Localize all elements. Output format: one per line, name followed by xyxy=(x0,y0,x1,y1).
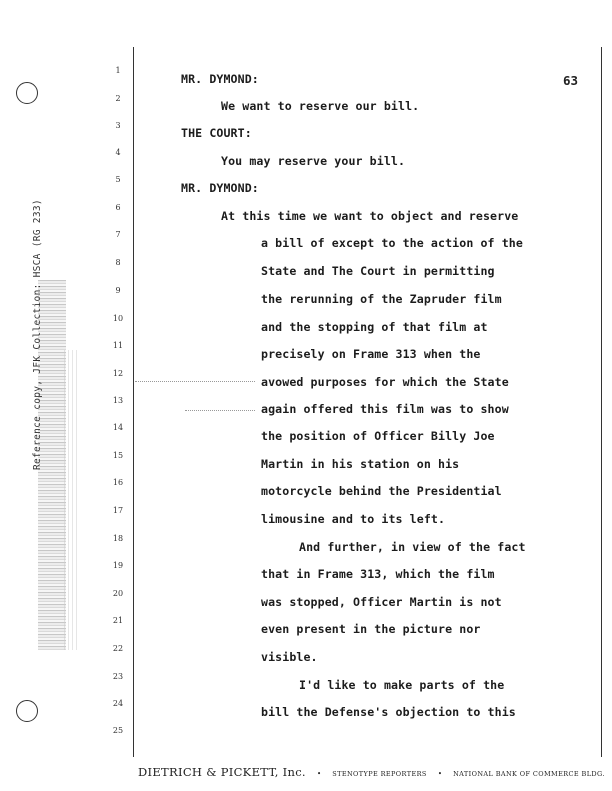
line-number: 13 xyxy=(112,396,124,405)
transcript-line: MR. DYMOND: xyxy=(181,72,259,86)
line-number: 7 xyxy=(115,230,121,239)
line-number: 14 xyxy=(112,423,124,432)
transcript-line: motorcycle behind the Presidential xyxy=(261,484,502,498)
line-number: 10 xyxy=(112,314,124,323)
line-number: 9 xyxy=(115,286,121,295)
line-number: 21 xyxy=(112,616,124,625)
footer-firm: DIETRICH & PICKETT, Inc. xyxy=(138,765,306,779)
line-number: 5 xyxy=(115,175,121,184)
line-number: 4 xyxy=(115,148,121,157)
line-number: 12 xyxy=(112,369,124,378)
transcript-line: visible. xyxy=(261,650,318,664)
transcript-line: precisely on Frame 313 when the xyxy=(261,347,481,361)
line-number: 6 xyxy=(115,203,121,212)
transcript-line: was stopped, Officer Martin is not xyxy=(261,595,502,609)
transcript-line: again offered this film was to show xyxy=(261,402,509,416)
transcript-line: I'd like to make parts of the xyxy=(299,678,505,692)
transcript-line: At this time we want to object and reserve xyxy=(221,209,519,223)
scan-artifact-noise xyxy=(64,350,80,650)
line-number: 25 xyxy=(112,726,124,735)
transcript-line: We want to reserve our bill. xyxy=(221,99,420,113)
line-number: 19 xyxy=(112,561,124,570)
line-number: 2 xyxy=(115,94,121,103)
punch-hole-bottom xyxy=(16,700,38,722)
transcript-line: And further, in view of the fact xyxy=(299,540,526,554)
line-number: 20 xyxy=(112,589,124,598)
transcript-line: bill the Defense's objection to this xyxy=(261,705,516,719)
transcript-line: even present in the picture nor xyxy=(261,622,481,636)
footer-separator: • xyxy=(437,770,442,778)
transcript-line: Martin in his station on his xyxy=(261,457,460,471)
transcript-line: State and The Court in permitting xyxy=(261,264,495,278)
line-number: 16 xyxy=(112,478,124,487)
punch-hole-top xyxy=(16,82,38,104)
transcript-line: MR. DYMOND: xyxy=(181,181,259,195)
reporter-footer xyxy=(138,761,605,780)
line-number: 22 xyxy=(112,644,124,653)
archive-reference-stamp: Reference copy, JFK Collection: HSCA (RG 233) xyxy=(32,199,43,470)
line-number: 18 xyxy=(112,534,124,543)
footer-separator: • xyxy=(317,770,322,778)
line-number: 8 xyxy=(115,258,121,267)
line-number: 11 xyxy=(112,341,124,350)
transcript-line: that in Frame 313, which the film xyxy=(261,567,495,581)
transcript-line: limousine and to its left. xyxy=(261,512,446,526)
line-number: 15 xyxy=(112,451,124,460)
transcript-line: the position of Officer Billy Joe xyxy=(261,429,495,443)
scan-smudge xyxy=(135,381,255,383)
transcript-line: You may reserve your bill. xyxy=(221,154,406,168)
transcript-line: THE COURT: xyxy=(181,126,252,140)
line-number: 23 xyxy=(112,672,124,681)
line-number: 1 xyxy=(115,66,121,75)
line-number: 24 xyxy=(112,699,124,708)
footer-address: NATIONAL BANK OF COMMERCE BLDG. xyxy=(453,770,605,778)
right-margin-rule xyxy=(601,47,602,757)
footer-service: STENOTYPE REPORTERS xyxy=(332,770,427,778)
scan-smudge xyxy=(185,410,255,412)
transcript-line: the rerunning of the Zapruder film xyxy=(261,292,502,306)
transcript-line: and the stopping of that film at xyxy=(261,320,488,334)
line-number: 3 xyxy=(115,121,121,130)
transcript-line: avowed purposes for which the State xyxy=(261,375,509,389)
page-number: 63 xyxy=(563,73,579,88)
line-number: 17 xyxy=(112,506,124,515)
left-margin-rule xyxy=(133,47,134,757)
transcript-line: a bill of except to the action of the xyxy=(261,236,523,250)
